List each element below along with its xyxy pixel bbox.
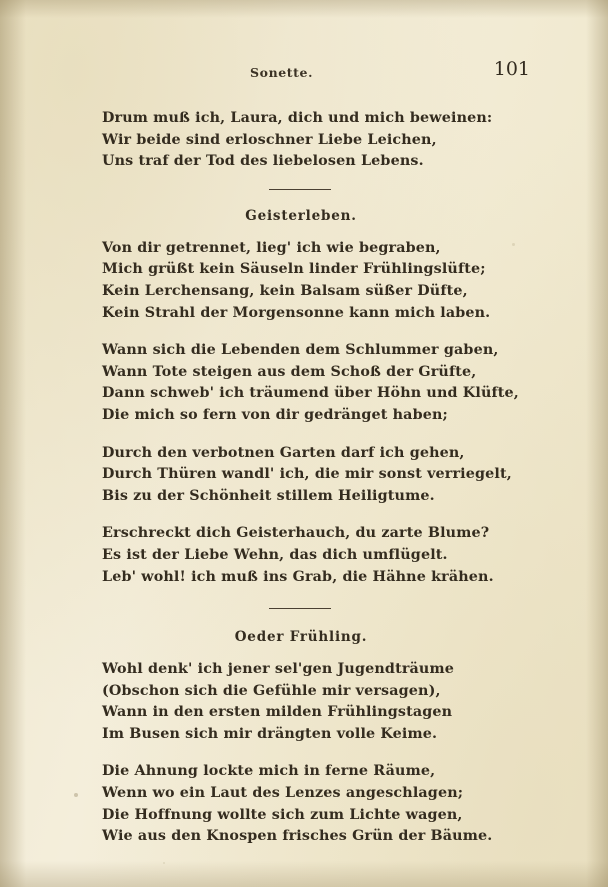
section-rule-line	[269, 189, 331, 190]
verse-line: Wann sich die Lebenden dem Schlummer gaben,	[102, 342, 499, 359]
verse-line: Leb' wohl! ich muß ins Grab, die Hähne krähen.	[102, 568, 494, 585]
section-rule-line	[269, 608, 331, 609]
stanza	[102, 340, 530, 426]
verse-line: Wir beide sind erloschner Liebe Leichen,	[102, 131, 437, 148]
verse-line: Die Ahnung lockte mich in ferne Räume,	[102, 763, 436, 780]
verse-line: Im Busen sich mir drängten volle Keime.	[102, 725, 438, 742]
verse-line: Die mich so fern von dir gedränget haben;	[102, 406, 448, 423]
verse-line: Dann schweb' ich träumend über Höhn und Klüfte,	[102, 385, 519, 402]
stanza-block	[102, 108, 530, 173]
verse-line: Mich grüßt kein Säuseln linder Frühlingslüfte;	[102, 261, 486, 278]
poem-title: Geisterleben.	[245, 207, 357, 224]
page-number: 101	[493, 58, 530, 80]
verse-line: Die Hoffnung wollte sich zum Lichte wagen,	[102, 806, 463, 823]
verse-line: Wohl denk' ich jener sel'gen Jugendträume	[102, 661, 454, 678]
poem-title: Oeder Frühling.	[234, 629, 368, 646]
section-rule	[102, 608, 530, 609]
poem-body	[102, 659, 530, 848]
verse-line: Wenn wo ein Laut des Lenzes angeschlagen;	[102, 785, 464, 802]
verse-line: Von dir getrennet, lieg' ich wie begraben,	[102, 239, 441, 256]
stanza	[102, 108, 530, 173]
verse-line: Erschreckt dich Geisterhauch, du zarte Blume?	[102, 525, 490, 542]
verse-line: Wann Tote steigen aus dem Schoß der Grüfte,	[102, 363, 477, 380]
verse-line: Durch den verbotnen Garten darf ich gehen,	[102, 444, 465, 461]
verse-line: Wie aus den Knospen frisches Grün der Bäume.	[102, 828, 493, 845]
section-rule	[102, 189, 530, 190]
verse-line: Uns traf der Tod des liebelosen Lebens.	[102, 153, 424, 170]
verse-line: Es ist der Liebe Wehn, das dich umflügelt.	[102, 546, 448, 563]
verse-line: Durch Thüren wandl' ich, die mir sonst verriegelt,	[102, 466, 512, 483]
stanza	[102, 238, 530, 324]
verse-line: Kein Lerchensang, kein Balsam süßer Düfte,	[102, 282, 468, 299]
verse-line: Bis zu der Schönheit stillem Heiligtume.	[102, 487, 435, 504]
stanza	[102, 659, 530, 745]
running-head	[102, 58, 530, 92]
verse-line: Drum muß ich, Laura, dich und mich beweinen:	[102, 110, 493, 126]
stanza	[102, 443, 530, 508]
stanza	[102, 523, 530, 588]
verse-line: (Obschon sich die Gefühle mir versagen),	[102, 682, 441, 699]
stanza	[102, 761, 530, 847]
verse-line: Wann in den ersten milden Frühlingstagen	[102, 704, 453, 721]
running-head-title: Sonette.	[250, 65, 314, 80]
poem-body	[102, 238, 530, 588]
verse-line: Kein Strahl der Morgensonne kann mich laben.	[102, 304, 491, 321]
